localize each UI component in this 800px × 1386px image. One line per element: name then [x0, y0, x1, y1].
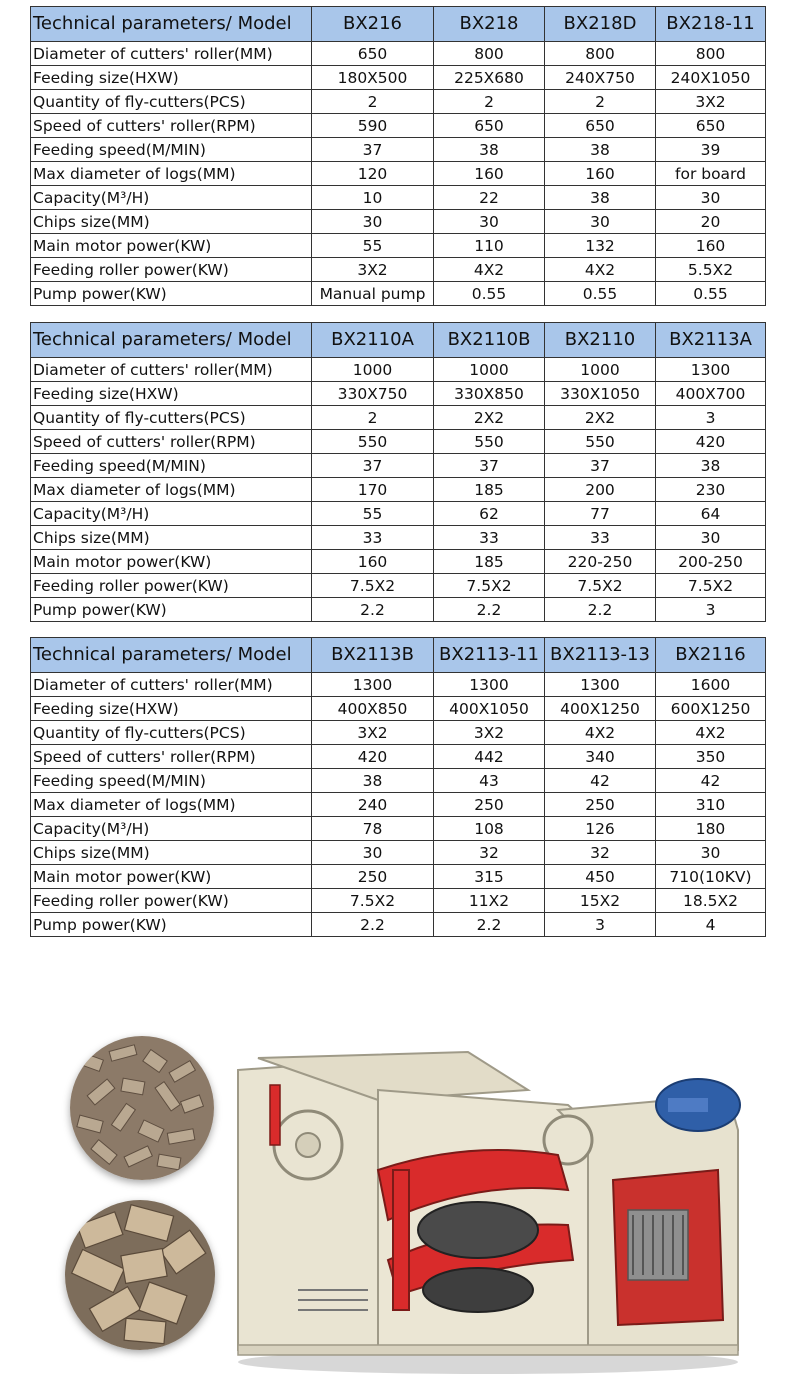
parameter-name-cell: Feeding size(HXW) [31, 66, 312, 90]
model-value-cell: 30 [434, 210, 545, 234]
model-value-cell: 650 [434, 114, 545, 138]
model-value-cell: 420 [656, 430, 766, 454]
model-value-cell: 330X1050 [545, 382, 656, 406]
parameter-name-cell: Main motor power(KW) [31, 865, 312, 889]
model-value-cell: 2.2 [312, 913, 434, 937]
parameter-name-cell: Main motor power(KW) [31, 234, 312, 258]
parameter-name-cell: Feeding speed(M/MIN) [31, 769, 312, 793]
table-row [31, 721, 766, 745]
parameter-name-cell: Feeding roller power(KW) [31, 889, 312, 913]
model-value-cell: 120 [312, 162, 434, 186]
model-value-cell: 0.55 [434, 282, 545, 306]
model-value-cell: 2.2 [312, 598, 434, 622]
model-value-cell: 550 [312, 430, 434, 454]
table-body [31, 358, 766, 622]
table-row [31, 282, 766, 306]
model-value-cell: 220-250 [545, 550, 656, 574]
header-cell: BX2116 [656, 638, 766, 673]
header-cell: BX216 [312, 7, 434, 42]
model-value-cell: 180 [656, 817, 766, 841]
model-value-cell: for board [656, 162, 766, 186]
model-value-cell: 42 [656, 769, 766, 793]
parameter-name-cell: Capacity(M³/H) [31, 817, 312, 841]
model-value-cell: 38 [545, 186, 656, 210]
spec-table-2 [30, 322, 766, 622]
model-value-cell: 340 [545, 745, 656, 769]
model-value-cell: 78 [312, 817, 434, 841]
parameter-name-cell: Diameter of cutters' roller(MM) [31, 673, 312, 697]
model-value-cell: 32 [545, 841, 656, 865]
table-body [31, 42, 766, 306]
model-value-cell: 42 [545, 769, 656, 793]
header-cell: Technical parameters/ Model [31, 323, 312, 358]
parameter-name-cell: Main motor power(KW) [31, 550, 312, 574]
wood-blocks-photo [65, 1200, 215, 1350]
header-cell: Technical parameters/ Model [31, 7, 312, 42]
model-value-cell: 800 [656, 42, 766, 66]
table-row [31, 889, 766, 913]
model-value-cell: 33 [312, 526, 434, 550]
parameter-name-cell: Pump power(KW) [31, 913, 312, 937]
header-cell: BX218D [545, 7, 656, 42]
model-value-cell: 250 [545, 793, 656, 817]
model-value-cell: 7.5X2 [312, 574, 434, 598]
table-row [31, 358, 766, 382]
model-value-cell: 225X680 [434, 66, 545, 90]
header-cell: Technical parameters/ Model [31, 638, 312, 673]
parameter-name-cell: Pump power(KW) [31, 282, 312, 306]
table-row [31, 186, 766, 210]
model-value-cell: 710(10KV) [656, 865, 766, 889]
model-value-cell: 2 [312, 90, 434, 114]
parameter-name-cell: Quantity of fly-cutters(PCS) [31, 406, 312, 430]
header-cell: BX2113-13 [545, 638, 656, 673]
table-row [31, 382, 766, 406]
model-value-cell: 2X2 [434, 406, 545, 430]
model-value-cell: 30 [656, 526, 766, 550]
parameter-name-cell: Max diameter of logs(MM) [31, 478, 312, 502]
model-value-cell: 330X850 [434, 382, 545, 406]
model-value-cell: 230 [656, 478, 766, 502]
model-value-cell: 7.5X2 [434, 574, 545, 598]
table-row [31, 90, 766, 114]
model-value-cell: 38 [545, 138, 656, 162]
header-cell: BX2113B [312, 638, 434, 673]
header-cell: BX218 [434, 7, 545, 42]
model-value-cell: 3 [656, 406, 766, 430]
parameter-name-cell: Capacity(M³/H) [31, 502, 312, 526]
model-value-cell: 3 [545, 913, 656, 937]
model-value-cell: 315 [434, 865, 545, 889]
model-value-cell: 2 [312, 406, 434, 430]
model-value-cell: 33 [545, 526, 656, 550]
model-value-cell: 400X1250 [545, 697, 656, 721]
model-value-cell: 30 [656, 841, 766, 865]
table-row [31, 745, 766, 769]
parameter-name-cell: Chips size(MM) [31, 526, 312, 550]
parameter-name-cell: Diameter of cutters' roller(MM) [31, 42, 312, 66]
table-row [31, 793, 766, 817]
parameter-name-cell: Feeding speed(M/MIN) [31, 454, 312, 478]
model-value-cell: 170 [312, 478, 434, 502]
header-cell: BX2113A [656, 323, 766, 358]
model-value-cell: 38 [312, 769, 434, 793]
model-value-cell: 2.2 [545, 598, 656, 622]
model-value-cell: 800 [545, 42, 656, 66]
model-value-cell: 1300 [545, 673, 656, 697]
model-value-cell: 64 [656, 502, 766, 526]
model-value-cell: 330X750 [312, 382, 434, 406]
table-row [31, 42, 766, 66]
model-value-cell: 2.2 [434, 913, 545, 937]
parameter-name-cell: Feeding roller power(KW) [31, 574, 312, 598]
model-value-cell: 20 [656, 210, 766, 234]
model-value-cell: 4X2 [545, 258, 656, 282]
model-value-cell: 37 [434, 454, 545, 478]
model-value-cell: 1000 [545, 358, 656, 382]
parameter-name-cell: Max diameter of logs(MM) [31, 793, 312, 817]
model-value-cell: 7.5X2 [656, 574, 766, 598]
model-value-cell: 400X700 [656, 382, 766, 406]
model-value-cell: 55 [312, 502, 434, 526]
model-value-cell: 550 [545, 430, 656, 454]
model-value-cell: 250 [312, 865, 434, 889]
model-value-cell: 185 [434, 550, 545, 574]
model-value-cell: 1300 [656, 358, 766, 382]
model-value-cell: 108 [434, 817, 545, 841]
parameter-name-cell: Chips size(MM) [31, 841, 312, 865]
model-value-cell: 400X850 [312, 697, 434, 721]
parameter-name-cell: Speed of cutters' roller(RPM) [31, 114, 312, 138]
model-value-cell: 32 [434, 841, 545, 865]
model-value-cell: 185 [434, 478, 545, 502]
table-row [31, 598, 766, 622]
table-row [31, 574, 766, 598]
model-value-cell: 4X2 [434, 258, 545, 282]
model-value-cell: 240X1050 [656, 66, 766, 90]
model-value-cell: 126 [545, 817, 656, 841]
table-row [31, 697, 766, 721]
table-row [31, 865, 766, 889]
parameter-name-cell: Feeding size(HXW) [31, 697, 312, 721]
table-row [31, 673, 766, 697]
wood-chips-photo [70, 1036, 214, 1180]
model-value-cell: 15X2 [545, 889, 656, 913]
model-value-cell: 4X2 [656, 721, 766, 745]
parameter-name-cell: Max diameter of logs(MM) [31, 162, 312, 186]
model-value-cell: 2X2 [545, 406, 656, 430]
model-value-cell: 200-250 [656, 550, 766, 574]
header-cell: BX2110 [545, 323, 656, 358]
model-value-cell: 30 [312, 210, 434, 234]
model-value-cell: 800 [434, 42, 545, 66]
table-row [31, 841, 766, 865]
model-value-cell: 200 [545, 478, 656, 502]
model-value-cell: 160 [545, 162, 656, 186]
model-value-cell: 55 [312, 234, 434, 258]
table-row [31, 817, 766, 841]
model-value-cell: 38 [434, 138, 545, 162]
model-value-cell: 2.2 [434, 598, 545, 622]
model-value-cell: 442 [434, 745, 545, 769]
model-value-cell: 7.5X2 [545, 574, 656, 598]
header-cell: BX2110A [312, 323, 434, 358]
model-value-cell: 11X2 [434, 889, 545, 913]
header-cell: BX2113-11 [434, 638, 545, 673]
model-value-cell: 450 [545, 865, 656, 889]
table-row [31, 454, 766, 478]
model-value-cell: 310 [656, 793, 766, 817]
model-value-cell: 400X1050 [434, 697, 545, 721]
model-value-cell: 37 [545, 454, 656, 478]
model-value-cell: 62 [434, 502, 545, 526]
model-value-cell: 33 [434, 526, 545, 550]
parameter-name-cell: Capacity(M³/H) [31, 186, 312, 210]
model-value-cell: 30 [545, 210, 656, 234]
product-photo [0, 1000, 800, 1386]
parameter-name-cell: Feeding speed(M/MIN) [31, 138, 312, 162]
model-value-cell: 550 [434, 430, 545, 454]
model-value-cell: 3X2 [312, 258, 434, 282]
model-value-cell: 2 [434, 90, 545, 114]
table-row [31, 234, 766, 258]
table-row [31, 138, 766, 162]
model-value-cell: 110 [434, 234, 545, 258]
header-cell: BX218-11 [656, 7, 766, 42]
model-value-cell: 43 [434, 769, 545, 793]
model-value-cell: 240X750 [545, 66, 656, 90]
table-row [31, 526, 766, 550]
model-value-cell: 0.55 [656, 282, 766, 306]
model-value-cell: 1000 [312, 358, 434, 382]
spec-table-3 [30, 637, 766, 937]
model-value-cell: Manual pump [312, 282, 434, 306]
model-value-cell: 37 [312, 454, 434, 478]
model-value-cell: 38 [656, 454, 766, 478]
model-value-cell: 650 [545, 114, 656, 138]
model-value-cell: 420 [312, 745, 434, 769]
table-row [31, 210, 766, 234]
table-header-row [31, 323, 766, 358]
model-value-cell: 160 [434, 162, 545, 186]
parameter-name-cell: Feeding size(HXW) [31, 382, 312, 406]
model-value-cell: 30 [312, 841, 434, 865]
parameter-name-cell: Quantity of fly-cutters(PCS) [31, 721, 312, 745]
model-value-cell: 39 [656, 138, 766, 162]
table-row [31, 478, 766, 502]
model-value-cell: 1000 [434, 358, 545, 382]
model-value-cell: 30 [656, 186, 766, 210]
table-row [31, 913, 766, 937]
model-value-cell: 0.55 [545, 282, 656, 306]
model-value-cell: 600X1250 [656, 697, 766, 721]
model-value-cell: 3 [656, 598, 766, 622]
parameter-name-cell: Pump power(KW) [31, 598, 312, 622]
model-value-cell: 240 [312, 793, 434, 817]
parameter-name-cell: Feeding roller power(KW) [31, 258, 312, 282]
table-row [31, 406, 766, 430]
table-row [31, 114, 766, 138]
model-value-cell: 37 [312, 138, 434, 162]
table-row [31, 162, 766, 186]
model-value-cell: 2 [545, 90, 656, 114]
spec-table-1 [30, 6, 766, 306]
model-value-cell: 180X500 [312, 66, 434, 90]
parameter-name-cell: Chips size(MM) [31, 210, 312, 234]
model-value-cell: 1300 [312, 673, 434, 697]
parameter-name-cell: Diameter of cutters' roller(MM) [31, 358, 312, 382]
model-value-cell: 132 [545, 234, 656, 258]
model-value-cell: 18.5X2 [656, 889, 766, 913]
model-value-cell: 250 [434, 793, 545, 817]
model-value-cell: 1300 [434, 673, 545, 697]
table-row [31, 502, 766, 526]
model-value-cell: 3X2 [434, 721, 545, 745]
table-header-row [31, 638, 766, 673]
model-value-cell: 4X2 [545, 721, 656, 745]
parameter-name-cell: Speed of cutters' roller(RPM) [31, 430, 312, 454]
model-value-cell: 650 [656, 114, 766, 138]
drum-chipper-machine [228, 1050, 758, 1380]
table-row [31, 550, 766, 574]
model-value-cell: 7.5X2 [312, 889, 434, 913]
model-value-cell: 160 [656, 234, 766, 258]
table-row [31, 769, 766, 793]
parameter-name-cell: Quantity of fly-cutters(PCS) [31, 90, 312, 114]
table-header-row [31, 7, 766, 42]
table-row [31, 430, 766, 454]
table-row [31, 66, 766, 90]
model-value-cell: 160 [312, 550, 434, 574]
header-cell: BX2110B [434, 323, 545, 358]
model-value-cell: 77 [545, 502, 656, 526]
model-value-cell: 22 [434, 186, 545, 210]
model-value-cell: 4 [656, 913, 766, 937]
model-value-cell: 3X2 [656, 90, 766, 114]
model-value-cell: 3X2 [312, 721, 434, 745]
model-value-cell: 350 [656, 745, 766, 769]
model-value-cell: 650 [312, 42, 434, 66]
model-value-cell: 1600 [656, 673, 766, 697]
model-value-cell: 590 [312, 114, 434, 138]
parameter-name-cell: Speed of cutters' roller(RPM) [31, 745, 312, 769]
model-value-cell: 5.5X2 [656, 258, 766, 282]
table-body [31, 673, 766, 937]
table-row [31, 258, 766, 282]
model-value-cell: 10 [312, 186, 434, 210]
